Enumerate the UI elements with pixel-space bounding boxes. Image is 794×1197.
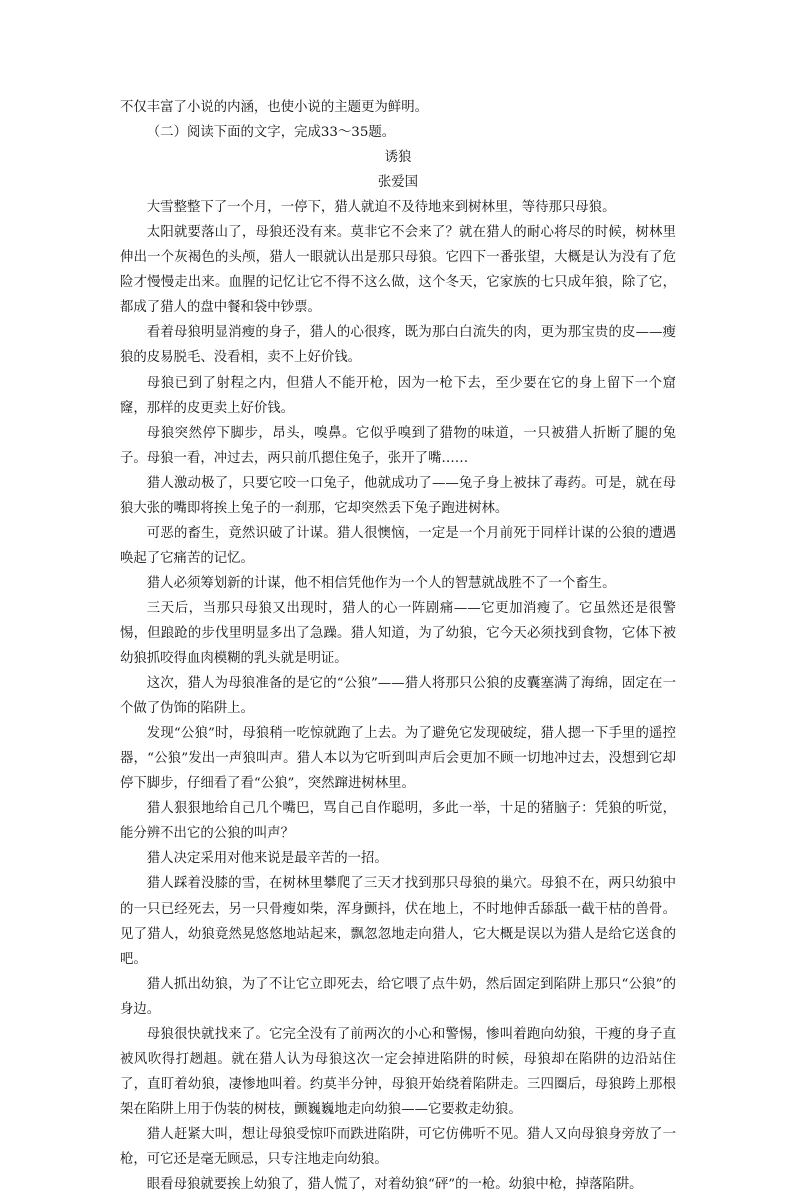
story-paragraph: 猎人踩着没膝的雪，在树林里攀爬了三天才找到那只母狼的巢穴。母狼不在，两只幼狼中的一只已经死去，另一只骨瘦如柴，浑身颤抖，伏在地上，不时地伸舌舔舐一截干枯的兽骨。见了猎人，幼狼竟然晃悠悠地站起来，飘忽忽地走向猎人，它大概是误以为猎人是给它送食的吧。 — [120, 876, 676, 967]
story-paragraph: 大雪整整下了一个月，一停下，猎人就迫不及待地来到树林里，等待那只母狼。 — [146, 200, 616, 216]
story-title: 诱狼 — [384, 150, 412, 166]
story-paragraph: 太阳就要落山了，母狼还没有来。莫非它不会来了？就在猎人的耐心将尽的时候，树林里伸出一个灰褐色的头颅，猎人一眼就认出是那只母狼。它四下一番张望，大概是认为没有了危险才慢慢走出来。血腥的记忆让它不得不这么做，这个冬天，它家族的七只成年狼，除了它，都成了猎人的盘中餐和袋中钞票。 — [120, 225, 676, 316]
story-paragraph: 母狼已到了射程之内，但猎人不能开枪，因为一枪下去，至少要在它的身上留下一个窟窿，那样的皮更卖上好价钱。 — [120, 375, 676, 416]
section-heading: （二）阅读下面的文字，完成33～35题。 — [146, 125, 396, 141]
author-name: 张爱国 — [377, 175, 419, 191]
story-paragraph: 母狼突然停下脚步，昂头，嗅鼻。它似乎嗅到了猎物的味道，一只被猎人折断了腿的兔子。母狼一看，冲过去，两只前爪摁住兔子，张开了嘴…… — [120, 425, 676, 466]
story-paragraph: 猎人激动极了，只要它咬一口兔子，他就成功了——兔子身上被抹了毒药。可是，就在母狼大张的嘴即将挨上兔子的一刹那，它却突然丢下兔子跑进树林。 — [120, 475, 676, 516]
story-paragraph: 三天后，当那只母狼又出现时，猎人的心一阵剧痛——它更加消瘦了。它虽然还是很警惕，但踉跄的步伐里明显多出了急躁。猎人知道，为了幼狼，它今天必须找到食物，它体下被幼狼抓咬得血肉模糊的乳头就是明证。 — [120, 600, 676, 667]
story-paragraph: 这次，猎人为母狼准备的是它的“公狼”——猎人将那只公狼的皮囊塞满了海绵，固定在一个做了伪饰的陷阱上。 — [120, 676, 676, 717]
story-paragraph: 猎人必须筹划新的计谋，他不相信凭他作为一个人的智慧就战胜不了一个畜生。 — [146, 575, 616, 591]
story-paragraph: 猎人决定采用对他来说是最辛苦的一招。 — [146, 851, 388, 867]
story-paragraph: 发现“公狼”时，母狼稍一吃惊就跑了上去。为了避免它发现破绽，猎人摁一下手里的遥控器，“公狼”发出一声狼叫声。猎人本以为它听到叫声后会更加不顾一切地冲过去，没想到它却停下脚步，仔细看了看“公狼”，突然蹿进树林里。 — [120, 726, 676, 792]
story-paragraph: 可恶的畜生，竟然识破了计谋。猎人很懊恼，一定是一个月前死于同样计谋的公狼的遭遇唤起了它痛苦的记忆。 — [120, 525, 676, 566]
story-paragraph: 猎人狠狠地给自己几个嘴巴，骂自己自作聪明，多此一举，十足的猪脑子：凭狼的听觉，能分辨不出它的公狼的叫声？ — [120, 801, 676, 842]
story-paragraph: 看着母狼明显消瘦的身子，猎人的心很疼，既为那白白流失的肉，更为那宝贵的皮——瘦狼的皮易脱毛、没看相，卖不上好价钱。 — [120, 325, 676, 366]
intro-tail: 不仅丰富了小说的内涵，也使小说的主题更为鲜明。 — [120, 100, 428, 115]
story-paragraph: 猎人赶紧大叫，想让母狼受惊吓而跌进陷阱，可它仿佛听不见。猎人又向母狼身旁放了一枪，可它还是毫无顾忌，只专注地走向幼狼。 — [120, 1126, 676, 1167]
story-paragraph: 眼看母狼就要挨上幼狼了，猎人慌了，对着幼狼“砰”的一枪。幼狼中枪，掉落陷阱。 — [146, 1177, 643, 1193]
story-paragraph: 母狼很快就找来了。它完全没有了前两次的小心和警惕，惨叫着跑向幼狼，干瘦的身子直被风吹得打趔趄。就在猎人认为母狼这次一定会掉进陷阱的时候，母狼却在陷阱的边沿站住了，直盯着幼狼，凄惨地叫着。约莫半分钟，母狼开始绕着陷阱走。三四圈后，母狼跨上那根架在陷阱上用于伪装的树枝，颤巍巍地走向幼狼——它要救走幼狼。 — [120, 1026, 676, 1117]
story-paragraph: 猎人抓出幼狼，为了不让它立即死去，给它喂了点牛奶，然后固定到陷阱上那只“公狼”的身边。 — [120, 976, 676, 1017]
document-page — [120, 95, 676, 1197]
